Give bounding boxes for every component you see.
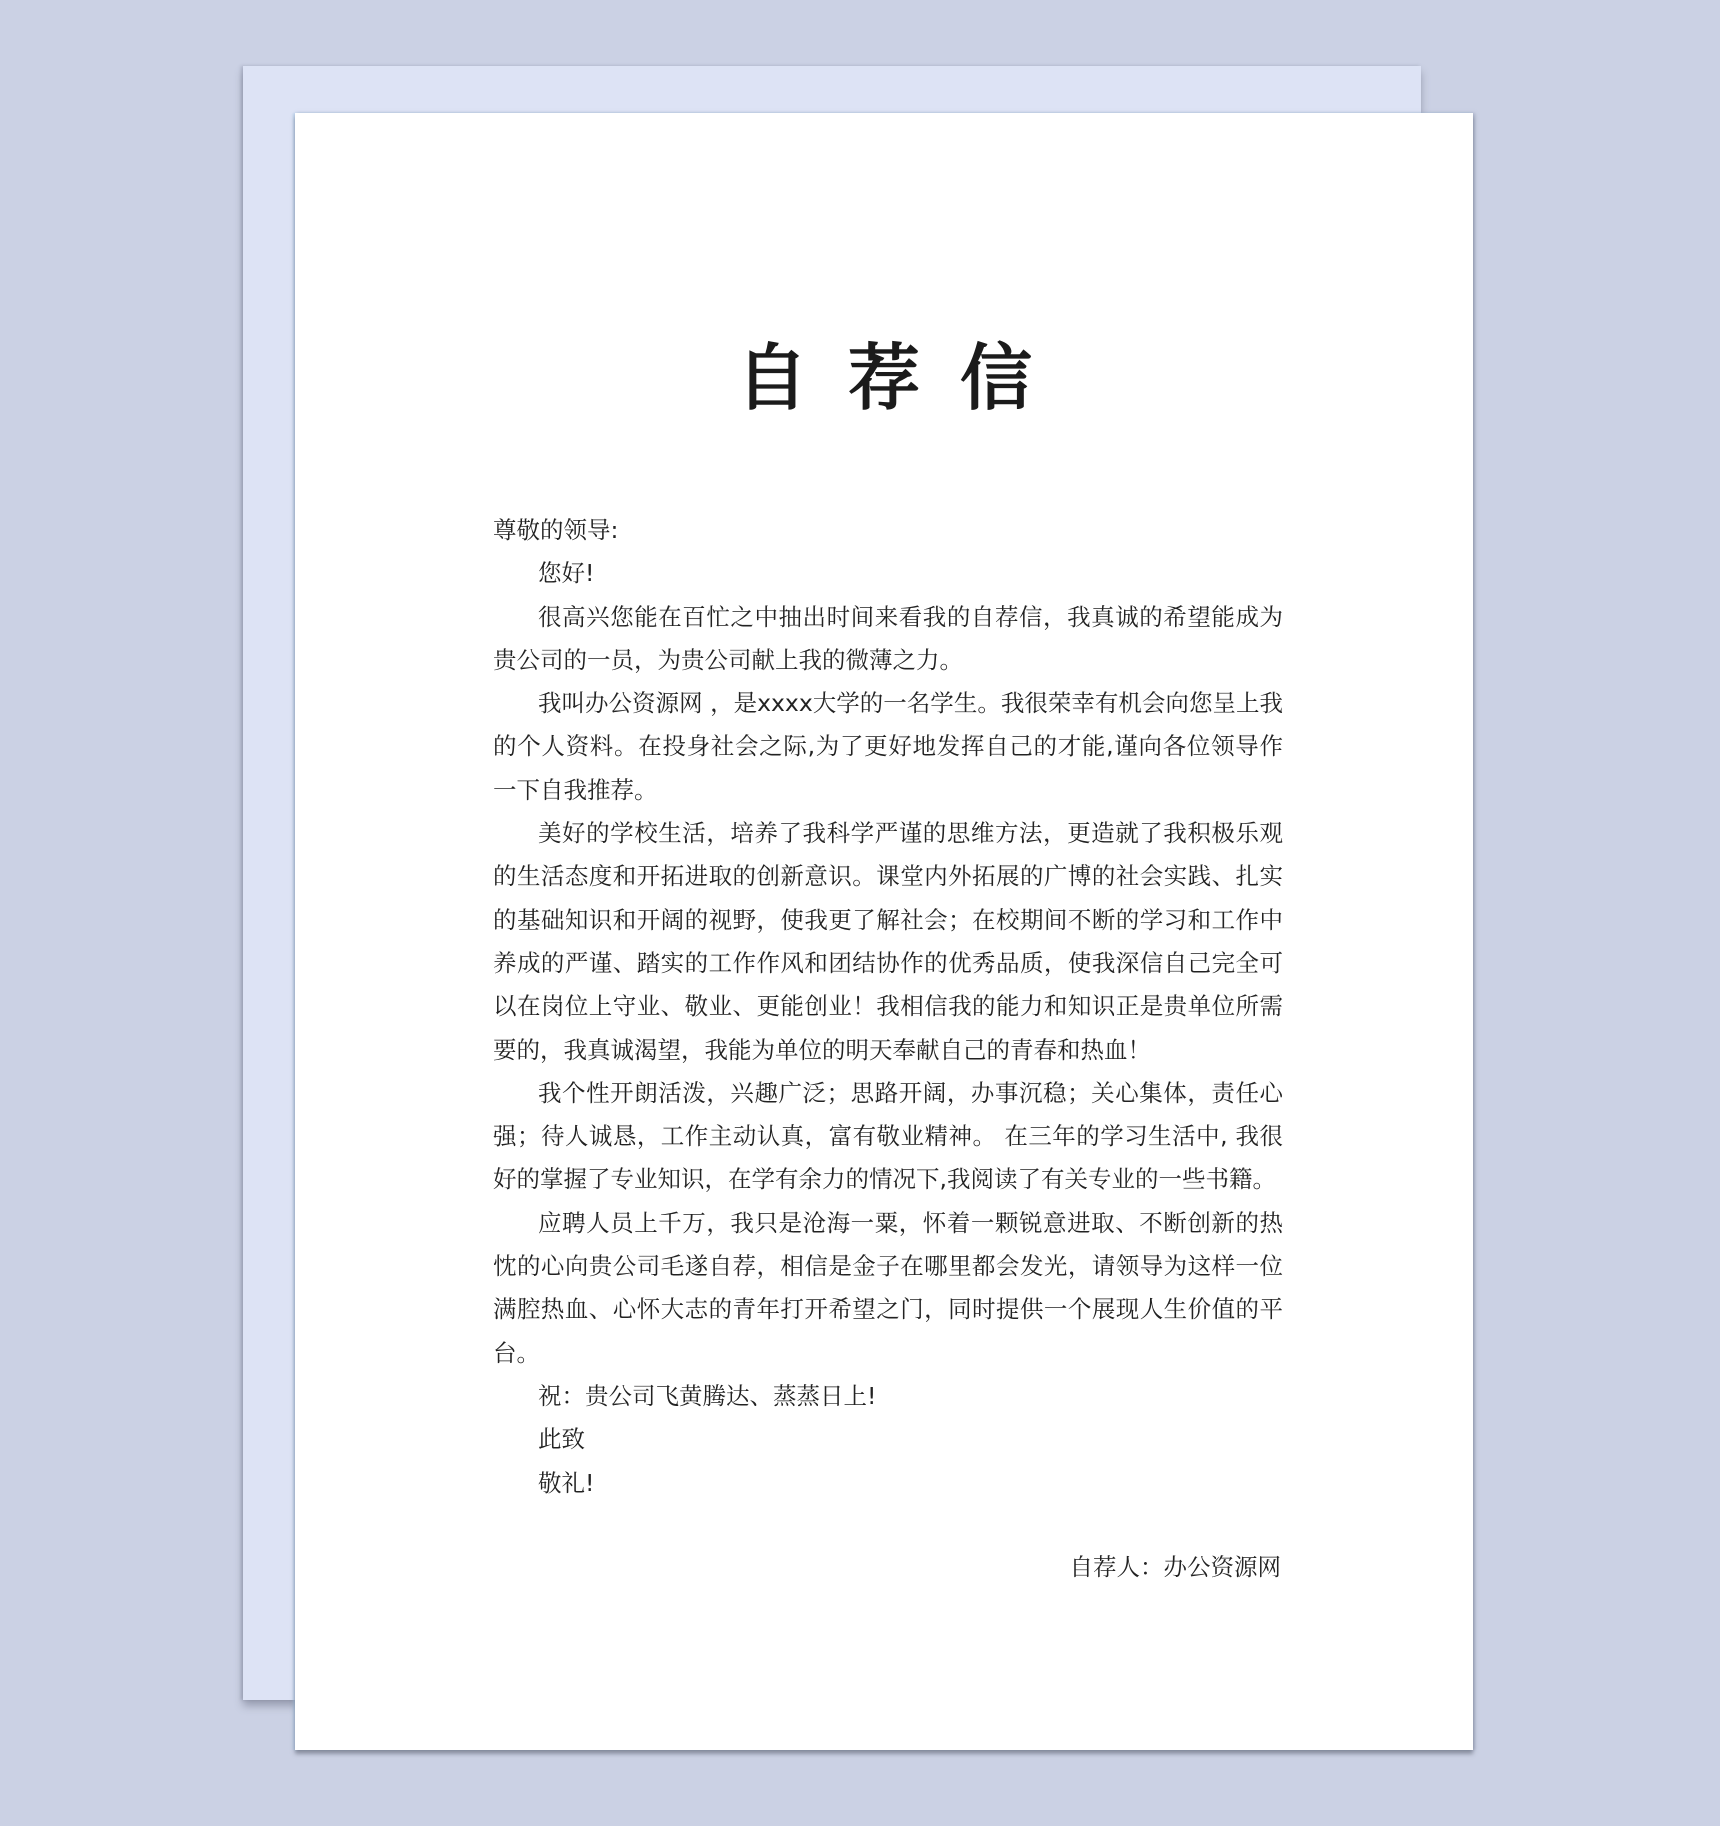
document-title: 自荐信 xyxy=(735,336,1072,420)
letter-body xyxy=(493,509,1283,1505)
paragraph-1: 很高兴您能在百忙之中抽出时间来看我的自荐信，我真诚的希望能成为贵公司的一员，为贵公司献上我的微薄之力。 xyxy=(493,602,1283,674)
wish-line: 祝：贵公司飞黄腾达、蒸蒸日上! xyxy=(538,1381,877,1410)
closing-line-1: 此致 xyxy=(538,1425,585,1454)
paragraph-5: 应聘人员上千万，我只是沧海一粟，怀着一颗锐意进取、不断创新的热忱的心向贵公司毛遂自荐，相信是金子在哪里都会发光，请领导为这样一位满腔热血、心怀大志的青年打开希望之门，同时提供一个展现人生价值的平台。 xyxy=(493,1208,1283,1367)
paragraph-4: 我个性开朗活泼，兴趣广泛；思路开阔，办事沉稳；关心集体，责任心强；待人诚恳，工作主动认真，富有敬业精神。 在三年的学习生活中, 我很好的掌握了专业知识，在学有余力的情况下,我阅读了有关专业的一些书籍。 xyxy=(493,1078,1283,1194)
paragraph-2: 我叫办公资源网 ，是xxxx大学的一名学生。我很荣幸有机会向您呈上我的个人资料。在投身社会之际,为了更好地发挥自己的才能,谨向各位领导作一下自我推荐。 xyxy=(493,689,1283,804)
salutation: 尊敬的领导: xyxy=(493,516,619,544)
paragraph-3: 美好的学校生活，培养了我科学严谨的思维方法，更造就了我积极乐观的生活态度和开拓进取的创新意识。课堂内外拓展的广博的社会实践、扎实的基础知识和开阔的视野，使我更了解社会；在校期间不断的学习和工作中养成的严谨、踏实的工作作风和团结协作的优秀品质，使我深信自己完全可以在岗位上守业、敬业、更能创业！我相信我的能力和知识正是贵单位所需要的，我真诚渴望，我能为单位的明天奉献自己的青春和热血！ xyxy=(493,819,1283,1064)
greeting: 您好! xyxy=(538,559,595,588)
closing-line-2: 敬礼! xyxy=(538,1468,595,1497)
signature: 自荐人：办公资源网 xyxy=(1069,1553,1281,1581)
document-page xyxy=(295,113,1473,1750)
